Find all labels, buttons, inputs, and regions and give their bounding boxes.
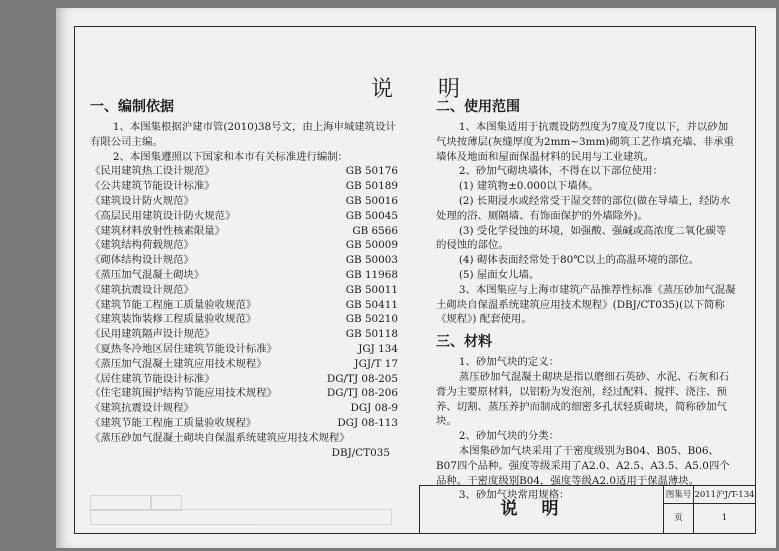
restriction-item: (2) 长期浸水或经常受干湿交替的部位(做在导墙上，经防水处理的浴、厕隔墙、有饰面保护的外墙除外)。 bbox=[436, 194, 731, 222]
page-number: 1 bbox=[721, 513, 728, 523]
standard-code: GB 50045 bbox=[345, 209, 398, 222]
restriction-item: (5) 屋面女儿墙。 bbox=[458, 268, 540, 281]
standard-name: 《蒸压加气混凝土建筑应用技术规程》 bbox=[90, 357, 267, 370]
standard-code: DG/TJ 08-206 bbox=[326, 387, 398, 400]
materials-classification: 本图集砂加气块采用了干密度级别为B04、B05、B06、B07四个品种。强度等级采用了A2.0、A2.5、A3.5、A5.0四个品种。干密度级别B04，强度等级A2.0适用于保温薄块。 bbox=[436, 444, 730, 487]
standard-code: JGJ 134 bbox=[358, 342, 398, 355]
page-title-left: 说 bbox=[371, 77, 396, 102]
standard-name: 《建筑节能工程施工质量验收规程》 bbox=[90, 416, 257, 429]
left-column bbox=[90, 98, 400, 460]
standard-item bbox=[90, 224, 400, 239]
standard-item bbox=[90, 194, 400, 209]
restriction-item: (1) 建筑物±0.000以下墙体。 bbox=[458, 180, 599, 193]
standard-name: 《建筑装饰装修工程质量验收规范》 bbox=[90, 313, 257, 326]
right-column bbox=[436, 98, 736, 503]
standard-item bbox=[90, 238, 400, 253]
standard-name: 《建筑材料放射性核素限量》 bbox=[90, 224, 226, 237]
standard-code: DGJ 08-113 bbox=[337, 416, 398, 429]
standard-item bbox=[90, 416, 400, 431]
standard-item bbox=[90, 386, 400, 401]
standard-name: 《建筑结构荷载规范》 bbox=[90, 239, 194, 252]
atlas-number: 2011沪J/T-134 bbox=[694, 486, 755, 504]
atlas-number-label: 图集号 bbox=[664, 486, 694, 504]
section-heading-basis: 一、编制依据 bbox=[90, 99, 174, 115]
restriction-item: (3) 受化学侵蚀的环境，如强酸、强碱或高浓度二氧化碳等的侵蚀的部位。 bbox=[436, 224, 727, 252]
section-heading-scope: 二、使用范围 bbox=[436, 99, 520, 115]
scope-restriction-list bbox=[436, 179, 736, 283]
standard-item bbox=[90, 312, 400, 327]
section-heading-materials: 三、材料 bbox=[436, 334, 492, 351]
standard-name: 《公共建筑节能设计标准》 bbox=[90, 180, 215, 193]
scope-paragraph-1: 1、本图集适用于抗震设防烈度为7度及7度以下，并以砂加气块按薄层(灰缝厚度为2mm~3mm)砌筑工艺作填充墙、非承重墙体及地面和屋面保温材料的民用与工业建筑。 bbox=[436, 121, 735, 163]
standard-item bbox=[90, 253, 400, 268]
standard-item bbox=[90, 298, 400, 313]
standard-name: 《建筑设计防火规范》 bbox=[90, 194, 194, 207]
standard-name: 《砌体结构设计规范》 bbox=[90, 254, 194, 267]
page-title-right: 明 bbox=[438, 77, 463, 102]
standard-name: 《建筑节能工程施工质量验收规范》 bbox=[90, 298, 257, 311]
standard-name: 《民用建筑热工设计规范》 bbox=[90, 165, 215, 178]
standard-name: 《建筑抗震设计规程》 bbox=[90, 402, 194, 415]
standard-code: DG/TJ 08-205 bbox=[326, 372, 398, 385]
basis-paragraph-2: 2、本图集遵照以下国家和本市有关标准进行编制： bbox=[112, 150, 349, 163]
standard-name: 《夏热冬冷地区居住建筑节能设计标准》 bbox=[90, 342, 278, 355]
standard-code: GB 50411 bbox=[345, 298, 398, 311]
standard-item bbox=[90, 209, 400, 224]
title-block bbox=[419, 485, 756, 534]
materials-item-3: 3、砂加气块常用规格： bbox=[458, 489, 570, 502]
standard-item bbox=[90, 327, 400, 342]
materials-item-2: 2、砂加气块的分类： bbox=[458, 430, 560, 443]
materials-item-1: 1、砂加气块的定义： bbox=[458, 356, 560, 369]
standard-item-last bbox=[90, 431, 400, 446]
standard-code: GB 50009 bbox=[345, 239, 398, 252]
standard-code: JGJ/T 17 bbox=[354, 357, 398, 370]
bleed-through-lines bbox=[90, 495, 390, 525]
scope-paragraph-3: 3、本图集应与上海市建筑产品推荐性标准《蒸压砂加气混凝土砌块自保温系统建筑应用技术规程》(DBJ/CT035)(以下简称《规程》) 配套使用。 bbox=[436, 283, 736, 326]
materials-definition: 蒸压砂加气混凝土砌块是指以磨细石英砂、水泥、石灰和石膏为主要原材料，以铝粉为发泡剂，经过配料、搅拌、浇注、预养、切割、蒸压养护而制成的细密多孔状轻质砌块，简称砂加气块。 bbox=[436, 370, 730, 428]
standard-code: GB 50016 bbox=[345, 194, 398, 207]
standard-code: GB 6566 bbox=[352, 224, 398, 237]
standard-code: GB 50011 bbox=[345, 283, 398, 296]
standard-name: 《高层民用建筑设计防火规范》 bbox=[90, 209, 236, 222]
title-block-name: 说明 bbox=[420, 486, 664, 533]
standard-item bbox=[90, 179, 400, 194]
page-label: 页 bbox=[664, 504, 694, 533]
standard-code: GB 50210 bbox=[345, 313, 398, 326]
standard-item bbox=[90, 268, 400, 283]
standard-item bbox=[90, 283, 400, 298]
standard-item bbox=[90, 342, 400, 357]
standard-code: GB 50189 bbox=[345, 180, 398, 193]
standard-code: GB 50118 bbox=[345, 328, 398, 341]
scope-paragraph-2: 2、砂加气砌块墙体，不得在以下部位使用： bbox=[458, 165, 663, 178]
standard-item bbox=[90, 164, 400, 179]
standard-name: 《居住建筑节能设计标准》 bbox=[90, 372, 215, 385]
standard-name: 《民用建筑隔声设计规范》 bbox=[90, 328, 215, 341]
standard-name: 《蒸压加气混凝土砌块》 bbox=[90, 268, 205, 281]
standard-code: GB 11968 bbox=[345, 268, 398, 281]
basis-paragraph-1: 1、本图集根据沪建市管(2010)38号文，由上海申城建筑设计有限公司主编。 bbox=[90, 121, 396, 148]
standard-item bbox=[90, 401, 400, 416]
standard-item bbox=[90, 372, 400, 387]
standard-code: GB 50003 bbox=[345, 254, 398, 267]
restriction-item: (4) 砌体表面经常处于80℃以上的高温环境的部位。 bbox=[458, 254, 700, 267]
standard-code: DGJ 08-9 bbox=[350, 402, 398, 415]
standard-name: 《蒸压砂加气混凝土砌块自保温系统建筑应用技术规程》 bbox=[90, 431, 350, 444]
standard-name: 《住宅建筑围护结构节能应用技术规程》 bbox=[90, 387, 278, 400]
standard-code-last: DBJ/CT035 bbox=[331, 446, 390, 459]
standards-list bbox=[90, 164, 400, 430]
standard-code: GB 50176 bbox=[345, 165, 398, 178]
standard-name: 《建筑抗震设计规范》 bbox=[90, 283, 194, 296]
standard-item bbox=[90, 357, 400, 372]
